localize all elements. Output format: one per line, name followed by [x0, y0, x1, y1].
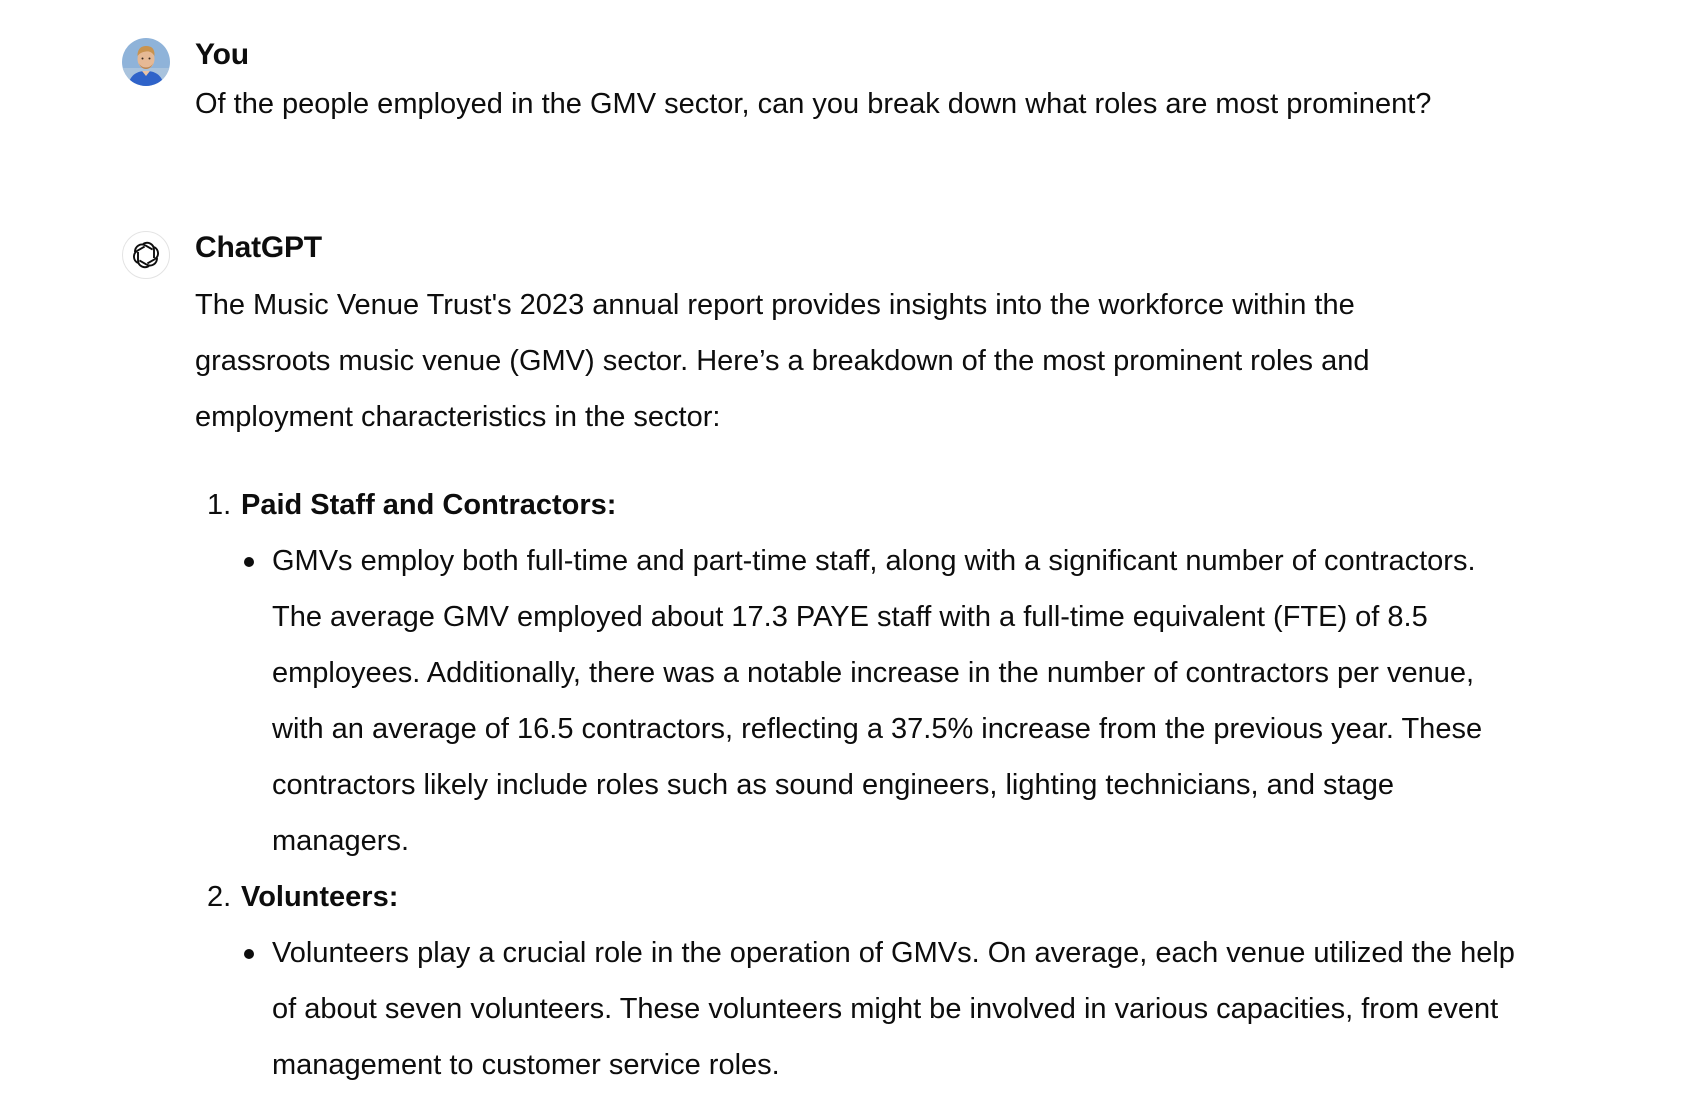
user-avatar-photo-icon: [122, 38, 170, 86]
list-item: [195, 477, 1595, 869]
role-title: Volunteers:: [241, 881, 399, 913]
role-points: [241, 925, 1595, 1093]
list-item: [195, 869, 1595, 1093]
user-message-body: [195, 38, 1595, 124]
bullet-icon: [244, 949, 254, 959]
list-item: [241, 925, 1522, 1093]
role-title: Paid Staff and Contractors:: [241, 489, 617, 521]
roles-list: [195, 477, 1595, 1093]
assistant-avatar: [122, 231, 170, 279]
openai-logo-icon: [129, 238, 163, 272]
role-points: [241, 533, 1595, 869]
user-message-text: Of the people employed in the GMV sector, can you break down what roles are most prominent?: [195, 88, 1432, 120]
assistant-message-body: [195, 231, 1595, 1093]
list-number: 2.: [207, 881, 232, 913]
bullet-icon: [244, 557, 254, 567]
user-author-name: You: [195, 38, 249, 71]
list-item: [241, 533, 1522, 869]
list-number: 1.: [207, 489, 232, 521]
user-avatar[interactable]: [122, 38, 170, 86]
role-point-text: Volunteers play a crucial role in the operation of GMVs. On average, each venue utilized the help of about seven volunteers. These volunteers might be involved in various capacities, from event management to customer service roles.: [272, 937, 1515, 1081]
role-point-text: GMVs employ both full-time and part-time staff, along with a significant number of contractors. The average GMV employed about 17.3 PAYE staff with a full-time equivalent (FTE) of 8.5 employees. Additionally, there was a notable increase in the number of contractors per venue, with an average of 16.5 contractors, reflecting a 37.5% increase from the previous year. These contractors likely include roles such as sound engineers, lighting technicians, and stage managers.: [272, 545, 1483, 857]
assistant-intro-text: The Music Venue Trust's 2023 annual report provides insights into the workforce within the grassroots music venue (GMV) sector. Here’s a breakdown of the most prominent roles and employment characteristics in the sector:: [195, 289, 1370, 433]
assistant-author-name: ChatGPT: [195, 231, 322, 264]
